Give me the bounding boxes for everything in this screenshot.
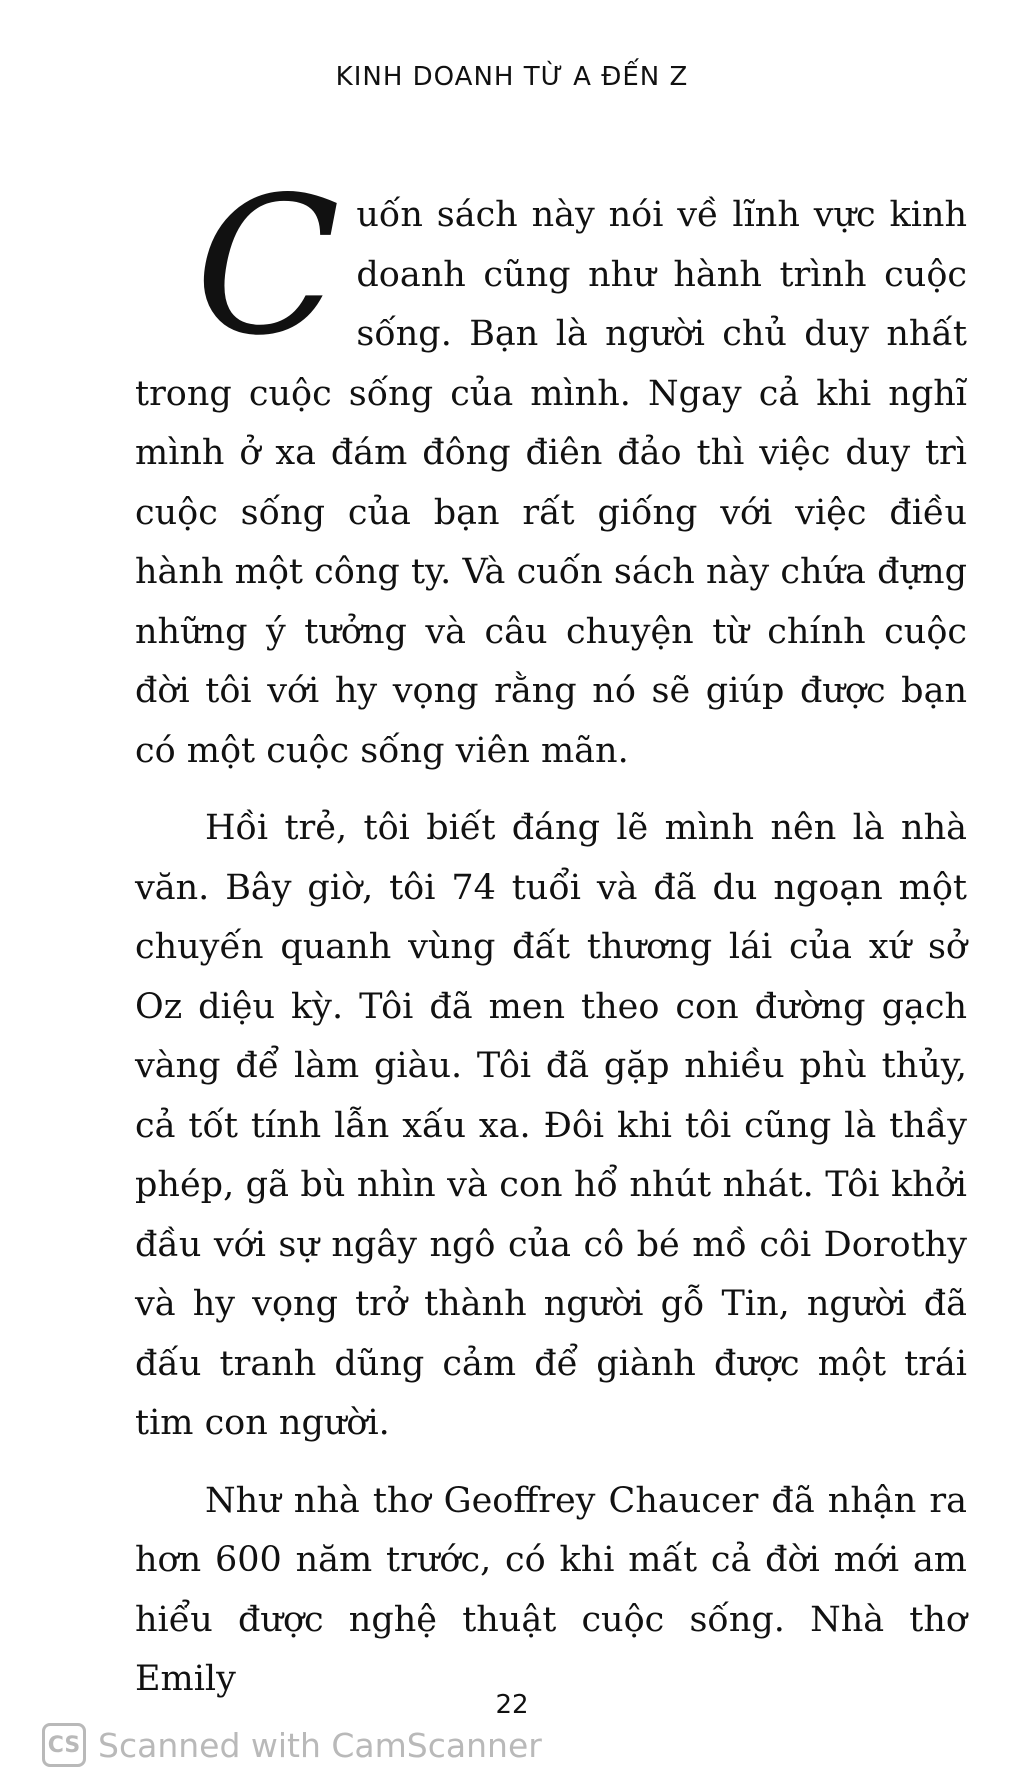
body-text [135, 156, 967, 1710]
paragraph-2: Hồi trẻ, tôi biết đáng lẽ mình nên là nhà văn. Bây giờ, tôi 74 tuổi và đã du ngoạn một chuyến quanh vùng đất thương lái của xứ sở Oz diệu kỳ. Tôi đã men theo con đường gạch vàng để làm giàu. Tôi đã gặp nhiều phù thủy, cả tốt tính lẫn xấu xa. Đôi khi tôi cũng là thầy phép, gã bù nhìn và con hổ nhút nhát. Tôi khởi đầu với sự ngây ngô của cô bé mồ côi Dorothy và hy vọng trở thành người gỗ Tin, người đã đấu tranh dũng cảm để giành được một trái tim con người. [135, 808, 967, 1443]
page-number: 22 [495, 1690, 529, 1720]
paragraph-1 [135, 156, 967, 781]
paragraph-3: Như nhà thơ Geoffrey Chaucer đã nhận ra hơn 600 năm trước, có khi mất cả đời mới am hiểu được nghệ thuật cuộc sống. Nhà thơ Emily [135, 1480, 967, 1699]
paragraph-1-text: uốn sách này nói về lĩnh vực kinh doanh cũng như hành trình cuộc sống. Bạn là người chủ duy nhất trong cuộc sống của mình. Ngay cả khi nghĩ mình ở xa đám đông điên đảo thì việc duy trì cuộc sống của bạn rất giống với việc điều hành một công ty. Và cuốn sách này chứa đựng những ý tưởng và câu chuyện từ chính cuộc đời tôi với hy vọng rằng nó sẽ giúp được bạn có một cuộc sống viên mãn. [135, 195, 967, 771]
camscanner-logo-icon: CS [42, 1723, 86, 1767]
drop-cap: C [195, 156, 341, 377]
running-header: KINH DOANH TỪ A ĐẾN Z [335, 62, 689, 92]
watermark-text: Scanned with CamScanner [98, 1725, 542, 1765]
scanner-watermark [42, 1720, 542, 1770]
